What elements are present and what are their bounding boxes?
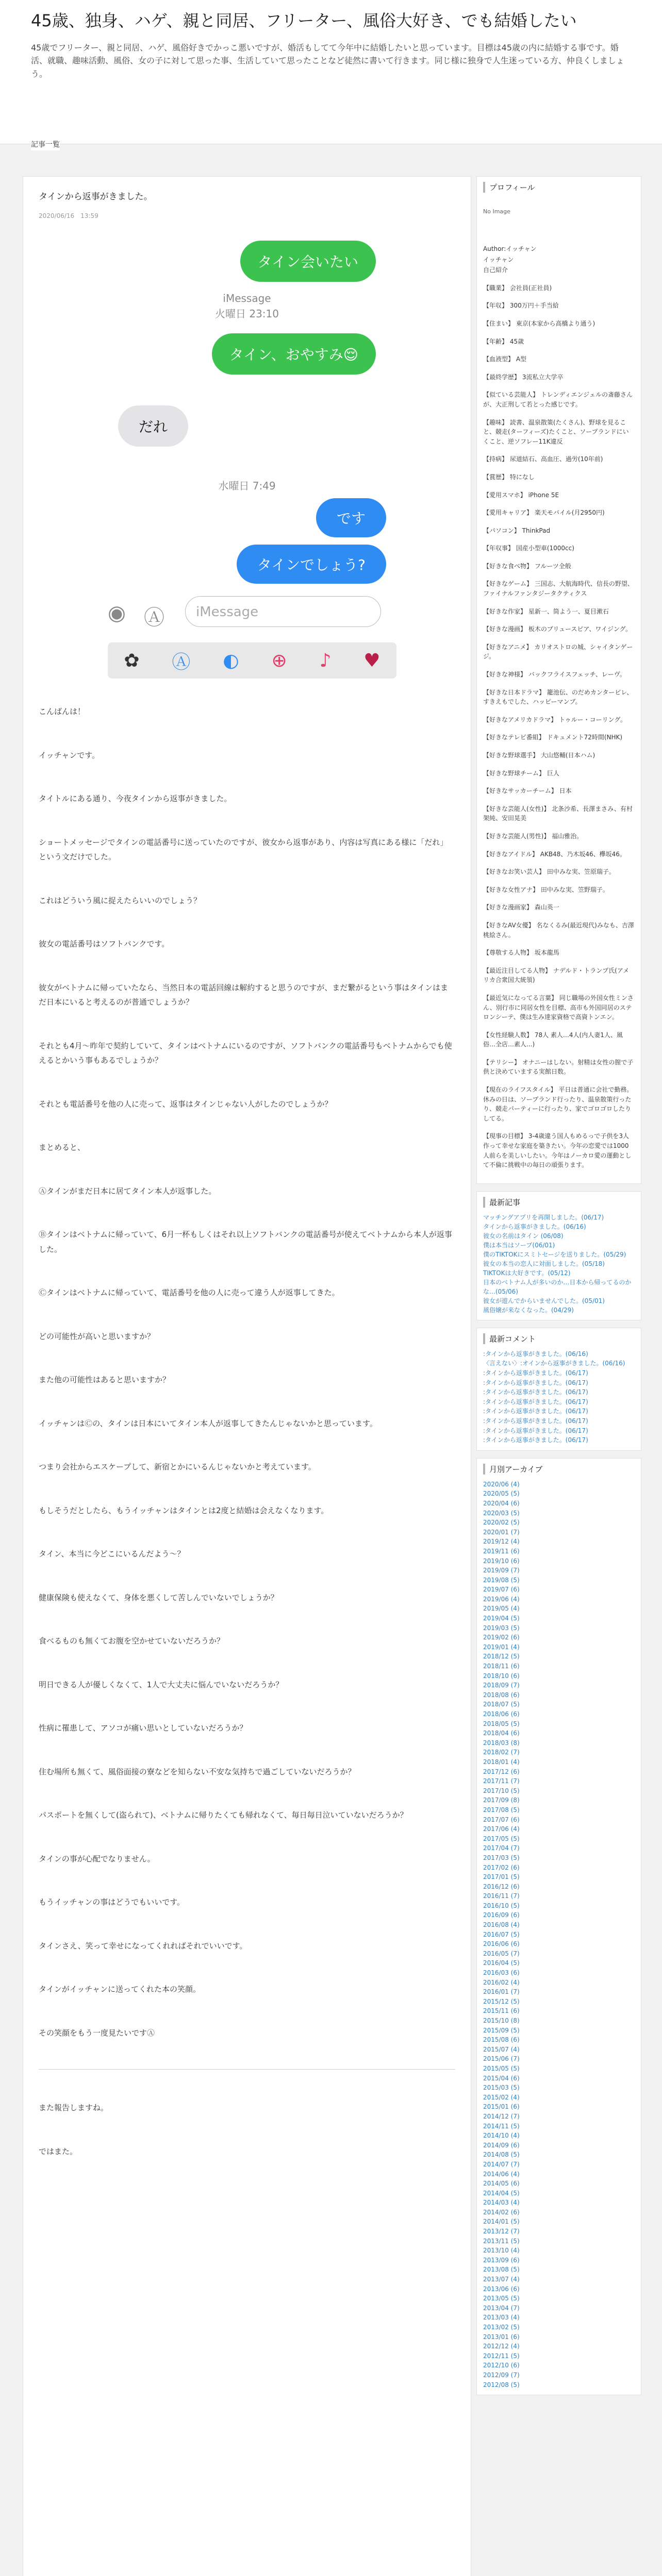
nav-article-list[interactable]: 記事一覧 bbox=[31, 138, 60, 150]
appstore-icon[interactable]: Ⓐ bbox=[144, 606, 164, 630]
archive-link[interactable]: 2015/03 (5) bbox=[483, 2084, 520, 2092]
music-icon[interactable]: ♪ bbox=[319, 650, 332, 671]
profile-item: 【好きな日本ドラマ】 籠池伝、のだめカンタービレ、すきえもでした、ハッピーマンブ。 bbox=[483, 688, 633, 706]
app-drawer bbox=[108, 642, 396, 679]
archive-link[interactable]: 2016/05 (7) bbox=[483, 1950, 520, 1957]
archive-link[interactable]: 2015/11 (6) bbox=[483, 2007, 520, 2015]
archive-link[interactable]: 2013/06 (6) bbox=[483, 2285, 520, 2293]
archive-link[interactable]: 2017/10 (5) bbox=[483, 1787, 520, 1794]
archive-link[interactable]: 2016/07 (5) bbox=[483, 1930, 520, 1938]
paragraph: イッチャンです。 bbox=[39, 750, 100, 760]
profile-item: 【持病】 尿道結石、高血圧、過労(10年前) bbox=[483, 455, 603, 463]
profile-item: 【似ている芸能人】 トレンディエンジェルの斎藤さんが、大正刑して若とった感じです。 bbox=[483, 391, 633, 408]
archive-link[interactable]: 2018/06 (6) bbox=[483, 1710, 520, 1718]
archive-link[interactable]: 2013/09 (6) bbox=[483, 2256, 520, 2264]
no-image: No Image bbox=[483, 208, 510, 215]
site-description: 45歳でフリーター、親と同居、ハゲ、風俗好きでかっこ悪いですが、婚活もしてて今年中に結婚したいと思っています。目標は45歳の内に結婚する事です。婚活、就職、趣味活動、風俗、女の子に対して思った事、生活していて思ったことなど徒然に書いて行きます。同じ様に独身で人生迷っている方、仲良くしましょう。 bbox=[31, 42, 624, 79]
profile-item: 【最近気になってる言葉】 同じ職場の外国女性ミンさん、別行市に同居女性を目標、高市も外国同居のステロンシーテ、僕は生み達家資格で高資トンエン。 bbox=[483, 994, 634, 1021]
archive-link[interactable]: 2019/06 (4) bbox=[483, 1595, 520, 1603]
archive-link[interactable]: 2013/11 (5) bbox=[483, 2237, 520, 2245]
recent-comment-link[interactable]: :タインから返事がきました。(06/17) bbox=[483, 1436, 588, 1444]
gray-bubble: だれ bbox=[118, 405, 188, 447]
archive-link[interactable]: 2016/02 (4) bbox=[483, 1978, 520, 1986]
profile-item: 【テリシー】 オナニーはしない。射精は女性の膣で子供と決めていまする実館日数。 bbox=[483, 1058, 634, 1076]
paragraph: パスポートを無くして(盗られて)、ベトナムに帰りたくても帰れなくて、毎日毎日泣いていないだろうか？ bbox=[39, 1810, 408, 1820]
post-date: 2020/06/16 13:59 bbox=[39, 212, 98, 219]
timestamp: 火曜日 23:10 bbox=[215, 308, 279, 320]
archive-link[interactable]: 2019/09 (7) bbox=[483, 1567, 520, 1574]
paragraph: もうイッチャンの事はどうでもいいです。 bbox=[39, 1897, 185, 1907]
paragraph: 食べるものも無くてお腹を空かせていないだろうか？ bbox=[39, 1636, 225, 1646]
archive-link[interactable]: 2019/07 (6) bbox=[483, 1586, 520, 1594]
profile-item: 【好きなアメリカドラマ】 トゥルー・コーリング。 bbox=[483, 716, 626, 723]
profile-item: 【好きな女性アナ】 田中みな実、笠野瑞子。 bbox=[483, 886, 609, 893]
profile-item: 【好きなアイドル】 AKB48、乃木坂46、欅坂46。 bbox=[483, 850, 626, 858]
site-header bbox=[0, 0, 662, 144]
profile-widget bbox=[476, 176, 641, 1184]
archive-link[interactable]: 2017/12 (6) bbox=[483, 1768, 520, 1775]
archive-link[interactable]: 2020/04 (6) bbox=[483, 1499, 520, 1507]
archive-link[interactable]: 2012/11 (5) bbox=[483, 2352, 520, 2360]
archive-link[interactable]: 2016/06 (6) bbox=[483, 1940, 520, 1948]
archive-link[interactable]: 2012/09 (7) bbox=[483, 2371, 520, 2379]
archive-link[interactable]: 2014/03 (4) bbox=[483, 2199, 520, 2207]
archive-widget bbox=[476, 1458, 641, 2395]
recent-post-link[interactable]: マッチングアプリを再開しました。(06/17) bbox=[483, 1213, 604, 1221]
recent-comment-link[interactable]: :タインから返事がきました。(06/17) bbox=[483, 1427, 588, 1434]
archive-link[interactable]: 2018/01 (4) bbox=[483, 1758, 520, 1766]
archive-link[interactable]: 2018/05 (5) bbox=[483, 1720, 520, 1727]
recent-post-link[interactable]: 日本のベトナム人が多いのか…日本から帰ってるのかな…(05/06) bbox=[483, 1278, 632, 1295]
profile-item: 【好きなAV女優】 名なくるみ(最近現代)みなも、吉澤桃絵さん。 bbox=[483, 921, 634, 939]
archive-link[interactable]: 2016/01 (7) bbox=[483, 1988, 520, 1996]
archive-link[interactable]: 2020/02 (5) bbox=[483, 1519, 520, 1527]
camera-icon[interactable]: ◉ bbox=[108, 601, 126, 625]
archive-link[interactable]: 2019/10 (6) bbox=[483, 1557, 520, 1565]
recent-comment-link[interactable]: :タインから返事がきました。(06/17) bbox=[483, 1379, 588, 1386]
author-name: イッチャン bbox=[483, 256, 514, 263]
profile-item: 【年収】 300万円＋手当給 bbox=[483, 302, 559, 310]
paragraph: ショートメッセージでタインの電話番号に送っていたのですが、彼女から返事があり、内容は写真にある様に「だれ」という文だけでした。 bbox=[39, 837, 448, 861]
recent-comment-link[interactable]: :タインから返事がきました。(06/17) bbox=[483, 1388, 588, 1396]
profile-item: 【好きなお笑い芸人】 田中みな実、笠原瑞子。 bbox=[483, 868, 615, 876]
profile-item: 【好きなサッカーチーム】 日本 bbox=[483, 787, 572, 795]
archive-link[interactable]: 2019/12 (4) bbox=[483, 1538, 520, 1546]
recent-comment-link[interactable]: 〈言えない〉:オインから返事がきました。(06/16) bbox=[483, 1360, 625, 1367]
profile-item: 【賞歴】 特になし bbox=[483, 473, 535, 481]
archive-link[interactable]: 2013/12 (7) bbox=[483, 2228, 520, 2235]
site-title[interactable]: 45歳、独身、ハゲ、親と同居、フリーター、風俗大好き、でも結婚したい bbox=[31, 11, 577, 30]
paragraph: その笑顔をもう一度見たいですⒶ bbox=[39, 2028, 155, 2038]
recent-comment-link[interactable]: :タインから返事がきました。(06/17) bbox=[483, 1398, 588, 1405]
archive-link[interactable]: 2018/02 (7) bbox=[483, 1749, 520, 1756]
profile-item: 【年齢】 45歳 bbox=[483, 337, 524, 345]
archive-link[interactable]: 2017/06 (4) bbox=[483, 1825, 520, 1833]
archive-link[interactable]: 2019/04 (5) bbox=[483, 1615, 520, 1622]
archive-link[interactable]: 2017/03 (5) bbox=[483, 1854, 520, 1861]
paragraph: Ⓒタインはベトナムに帰っていて、電話番号を他の人に売って違う人が返事してきた。 bbox=[39, 1288, 340, 1297]
profile-item: 【住まい】 東京(本家から高橋より通う) bbox=[483, 319, 595, 327]
recent-post-link[interactable]: 彼女の本当の恋人に対面しました。(05/18) bbox=[483, 1260, 605, 1267]
paragraph: それとも電話番号を他の人に売って、返事はタインじゃない人がしたのでしょうか？ bbox=[39, 1099, 333, 1109]
archive-link[interactable]: 2019/01 (4) bbox=[483, 1643, 520, 1651]
profile-item: 【好きな食べ物】 フルーツ全般 bbox=[483, 562, 571, 570]
archive-link[interactable]: 2014/08 (5) bbox=[483, 2151, 520, 2159]
paragraph: タイン、本当に今どこにいるんだよう～？ bbox=[39, 1549, 185, 1558]
archive-link[interactable]: 2015/12 (5) bbox=[483, 1997, 520, 2005]
profile-item: 【職業】 会社員(正社員) bbox=[483, 284, 552, 292]
archive-link[interactable]: 2017/05 (5) bbox=[483, 1835, 520, 1842]
archive-link[interactable]: 2015/08 (6) bbox=[483, 2036, 520, 2044]
paragraph: イッチャンはⒸの、タインは日本にいてタイン本人が返事してきたんじゃないかと思っています。 bbox=[39, 1418, 377, 1428]
recent-post-link[interactable]: 風俗嬢が来なくなった。(04/29) bbox=[483, 1306, 574, 1314]
archive-link[interactable]: 2014/11 (5) bbox=[483, 2122, 520, 2130]
archive-link[interactable]: 2016/09 (6) bbox=[483, 1911, 520, 1919]
paragraph: つまり会社からエスケープして、新宿とかにいるんじゃないかと考えています。 bbox=[39, 1462, 316, 1471]
search-icon[interactable]: ⊕ bbox=[271, 650, 287, 671]
archive-link[interactable]: 2016/12 (6) bbox=[483, 1883, 520, 1890]
profile-item: 【年収事】 国産小型車(1000cc) bbox=[483, 545, 574, 552]
archive-link[interactable]: 2013/01 (6) bbox=[483, 2333, 520, 2341]
archive-link[interactable]: 2013/07 (4) bbox=[483, 2276, 520, 2283]
archive-link[interactable]: 2018/11 (6) bbox=[483, 1663, 520, 1670]
archive-link[interactable]: 2017/07 (6) bbox=[483, 1816, 520, 1823]
widget-title: 最新記事 bbox=[483, 1197, 635, 1208]
sidebar bbox=[476, 176, 641, 2576]
paragraph: Ⓐタインがまだ日本に居てタイン本人が返事した。 bbox=[39, 1186, 217, 1196]
applepay-icon[interactable]: ◐ bbox=[223, 650, 239, 671]
photos-icon[interactable]: ✿ bbox=[124, 650, 140, 671]
archive-link[interactable]: 2019/05 (4) bbox=[483, 1605, 520, 1613]
paragraph: タインさえ、笑って幸せになってくれればそれでいいです。 bbox=[39, 1941, 247, 1951]
archive-link[interactable]: 2017/11 (7) bbox=[483, 1777, 520, 1785]
profile-list bbox=[483, 283, 635, 1170]
archive-link[interactable]: 2017/02 (6) bbox=[483, 1863, 520, 1871]
blue-bubble: タインでしょう? bbox=[237, 545, 386, 584]
archive-link[interactable]: 2013/02 (5) bbox=[483, 2324, 520, 2331]
archive-link[interactable]: 2017/09 (8) bbox=[483, 1797, 520, 1804]
archive-link[interactable]: 2020/03 (5) bbox=[483, 1509, 520, 1517]
paragraph: タインの事が心配でなりません。 bbox=[39, 1854, 155, 1863]
heart-icon[interactable]: ♥ bbox=[363, 650, 380, 671]
archive-link[interactable]: 2018/10 (6) bbox=[483, 1672, 520, 1680]
archive-link[interactable]: 2015/02 (4) bbox=[483, 2093, 520, 2101]
widget-title: 月別アーカイブ bbox=[483, 1464, 635, 1475]
profile-item: 【女性経験人数】 78人 素人…4人(内人妻1人、風俗…全店…素人...) bbox=[483, 1031, 623, 1048]
profile-item: 【最近注目してる人物】 ナデルド・トランプ氏(アメリカ合衆国大統領) bbox=[483, 967, 630, 984]
profile-item: 【好きな野球選手】 大山悠輔(日本ハム) bbox=[483, 752, 595, 759]
paragraph: 住む場所も無くて、風俗面接の寮などを知らない不安な気持ちで過ごしていないだろうか？ bbox=[39, 1767, 356, 1776]
post-closing bbox=[39, 2100, 455, 2159]
recent-post-link[interactable]: 僕は本当はソープ(06/01) bbox=[483, 1241, 555, 1249]
archive-link[interactable]: 2015/06 (7) bbox=[483, 2055, 520, 2063]
archive-link[interactable]: 2014/10 (4) bbox=[483, 2132, 520, 2140]
archive-link[interactable]: 2012/08 (5) bbox=[483, 2381, 520, 2388]
recent-post-link[interactable]: タインから返事がきました。(06/16) bbox=[483, 1223, 586, 1230]
archive-link[interactable]: 2016/08 (4) bbox=[483, 1921, 520, 1929]
archive-list bbox=[483, 1480, 635, 2389]
paragraph: 彼女の電話番号はソフトバンクです。 bbox=[39, 939, 170, 948]
recent-comment-link[interactable]: :タインから返事がきました。(06/17) bbox=[483, 1408, 588, 1415]
profile-item: 【愛用スマホ】 iPhone 5E bbox=[483, 491, 559, 499]
archive-link[interactable]: 2015/09 (5) bbox=[483, 2026, 520, 2034]
author: Author:イッチャン bbox=[483, 245, 537, 252]
recent-comment-link[interactable]: :タインから返事がきました。(06/17) bbox=[483, 1369, 588, 1377]
archive-link[interactable]: 2015/07 (4) bbox=[483, 2045, 520, 2053]
content-wrap bbox=[23, 176, 641, 2576]
recent-posts-widget bbox=[476, 1191, 641, 1320]
profile-item: 【好きなゲーム】 三国志、大航海時代、信長の野望、ファイナルファンタジータクティクス bbox=[483, 580, 634, 598]
widget-title: プロフィール bbox=[483, 182, 635, 193]
archive-link[interactable]: 2018/07 (5) bbox=[483, 1701, 520, 1708]
archive-link[interactable]: 2018/03 (8) bbox=[483, 1739, 520, 1747]
recent-post-link[interactable]: 僕のTIKTOKにスミトセージを送りました。(05/29) bbox=[483, 1250, 626, 1258]
archive-link[interactable]: 2014/05 (6) bbox=[483, 2180, 520, 2188]
paragraph: まとめると、 bbox=[39, 1143, 86, 1152]
recent-list bbox=[483, 1213, 635, 1315]
divider bbox=[39, 2069, 455, 2070]
archive-link[interactable]: 2017/01 (5) bbox=[483, 1873, 520, 1881]
appstore-icon[interactable]: Ⓐ bbox=[172, 651, 191, 673]
paragraph: タイトルにある通り、今夜タインから返事がきました。 bbox=[39, 794, 232, 803]
archive-link[interactable]: 2018/08 (6) bbox=[483, 1691, 520, 1699]
green-bubble: タイン会いたい bbox=[240, 241, 376, 282]
profile-item: 【趣味】 読書、温泉散策(たくさん)、野球を見ること、競走(ターフィーズ)たくこと、ソープランドにいくこと、逆ソフレー11K違反 bbox=[483, 418, 629, 445]
blue-bubble: です bbox=[316, 498, 386, 537]
message-screenshot bbox=[87, 230, 407, 694]
archive-link[interactable]: 2014/01 (5) bbox=[483, 2218, 520, 2226]
post-body bbox=[39, 704, 455, 2040]
widget-title: 最新コメント bbox=[483, 1333, 635, 1344]
archive-link[interactable]: 2020/06 (4) bbox=[483, 1480, 520, 1488]
archive-link[interactable]: 2013/10 (4) bbox=[483, 2247, 520, 2255]
archive-link[interactable]: 2016/04 (5) bbox=[483, 1959, 520, 1967]
paragraph: Ⓑタインはベトナムに帰っていて、6月一杯もしくはそれ以上ソフトバンクの電話番号が使えてベトナムから本人が返事した。 bbox=[39, 1230, 452, 1254]
recent-post-link[interactable]: TIKTOKは大好きです。(05/12) bbox=[483, 1269, 571, 1277]
paragraph: 明日できる人が優しくなくて、1人で大丈夫に悩んでいないだろうか？ bbox=[39, 1680, 284, 1689]
paragraph: 性病に罹患して、アソコが痛い思いとしていないだろうか？ bbox=[39, 1723, 247, 1733]
recent-post-link[interactable]: 彼女が遊んでからいませんでした。(05/01) bbox=[483, 1297, 605, 1304]
recent-post-link[interactable]: 彼女の名前はタイン (06/08) bbox=[483, 1232, 564, 1240]
profile-item: 【好きなアニメ】 カリオストロの城、シャイタンゲージ。 bbox=[483, 643, 633, 660]
archive-link[interactable]: 2019/03 (5) bbox=[483, 1624, 520, 1632]
archive-link[interactable]: 2019/11 (6) bbox=[483, 1547, 520, 1555]
paragraph: こんばんは！ bbox=[39, 707, 86, 716]
post-title[interactable]: タインから返事がきました。 bbox=[39, 192, 153, 202]
profile-item: 【好きな作家】 星新一、筒よう一、夏目漱石 bbox=[483, 607, 609, 615]
profile-item: 【好きな芸能人(男性)】 福山雅治。 bbox=[483, 832, 583, 840]
archive-link[interactable]: 2020/01 (7) bbox=[483, 1528, 520, 1536]
profile-item: 【好きな漫画家】 森山英一 bbox=[483, 904, 559, 911]
paragraph: もしそうだとしたら、もうイッチャンはタインとは2度と結婚は会えなくなります。 bbox=[39, 1505, 329, 1515]
archive-link[interactable]: 2012/12 (4) bbox=[483, 2343, 520, 2350]
archive-link[interactable]: 2018/09 (7) bbox=[483, 1682, 520, 1689]
message-input[interactable]: iMessage bbox=[185, 596, 381, 627]
recent-comments-widget bbox=[476, 1328, 641, 1451]
paragraph: 健康保険も使えなくて、身体を悪くして苦しんでいないでしょうか？ bbox=[39, 1592, 278, 1602]
archive-link[interactable]: 2019/08 (5) bbox=[483, 1576, 520, 1584]
paragraph: ではまた。 bbox=[39, 2146, 78, 2156]
archive-link[interactable]: 2015/05 (5) bbox=[483, 2064, 520, 2072]
archive-link[interactable]: 2016/11 (7) bbox=[483, 1892, 520, 1900]
archive-link[interactable]: 2014/12 (7) bbox=[483, 2112, 520, 2120]
archive-link[interactable]: 2016/03 (6) bbox=[483, 1969, 520, 1977]
archive-link[interactable]: 2013/03 (4) bbox=[483, 2314, 520, 2321]
recent-comment-link[interactable]: :タインから返事がきました。(06/16) bbox=[483, 1350, 588, 1358]
paragraph: 彼女がベトナムに帰っていたなら、当然日本の電話回線は解約すると思うのですが、まだ繋がるという事はタインはまだ日本にいると考えるのが普通でしょうか？ bbox=[39, 982, 448, 1007]
archive-link[interactable]: 2018/04 (6) bbox=[483, 1730, 520, 1737]
paragraph: また他の可能性はあると思いますか？ bbox=[39, 1375, 171, 1384]
paragraph: それとも4月～昨年で契約していて、タインはベトナムにいるのですが、ソフトバンクの電話番号もベトナムからでも使えるとかいう事もあるでしょうか？ bbox=[39, 1041, 452, 1065]
imessage-label: iMessage bbox=[223, 292, 271, 304]
profile-item: 【好きな漫画】 板木のブリュースピア、ワイジング。 bbox=[483, 625, 632, 633]
archive-link[interactable]: 2015/01 (6) bbox=[483, 2103, 520, 2111]
archive-link[interactable]: 2018/12 (5) bbox=[483, 1653, 520, 1660]
green-bubble: タイン、おやすみ😌 bbox=[212, 333, 376, 375]
profile-item: 【血液型】 A型 bbox=[483, 355, 527, 363]
profile-intro: 自己紹介 bbox=[483, 266, 508, 274]
paragraph: タインがイッチャンに送ってくれた本の笑顔。 bbox=[39, 1985, 201, 1994]
archive-link[interactable]: 2015/04 (6) bbox=[483, 2074, 520, 2082]
profile-item: 【好きな芸能人(女性)】 北条沙希、長澤まさみ、有村架純、安田晃美 bbox=[483, 805, 633, 822]
profile-item: 【尊敬する人物】 坂本龍馬 bbox=[483, 949, 559, 957]
paragraph: また報告しますね。 bbox=[39, 2103, 109, 2112]
profile-item: 【現事の目標】 3-4歳違う国人もめるっで子供を3人作って幸せな家庭を築きたい。今年の恋愛では1000人前らを美しいしたい。今年はノーカロ愛の運動として不倫に挑戦中の毎日の頑張ります。 bbox=[483, 1132, 632, 1169]
profile-item: 【最終学歴】 3流私立大学卒 bbox=[483, 373, 564, 381]
archive-link[interactable]: 2020/05 (5) bbox=[483, 1490, 520, 1498]
archive-link[interactable]: 2013/08 (5) bbox=[483, 2266, 520, 2274]
timestamp: 水曜日 7:49 bbox=[218, 480, 276, 492]
archive-link[interactable]: 2015/10 (8) bbox=[483, 2017, 520, 2024]
main-article bbox=[23, 176, 471, 2576]
comment-list bbox=[483, 1349, 635, 1445]
profile-item: 【愛用キャリア】 楽天モバイル(月2950円) bbox=[483, 509, 605, 517]
archive-link[interactable]: 2019/02 (6) bbox=[483, 1634, 520, 1641]
archive-link[interactable]: 2014/06 (4) bbox=[483, 2170, 520, 2178]
archive-link[interactable]: 2014/07 (7) bbox=[483, 2160, 520, 2168]
archive-link[interactable]: 2017/04 (7) bbox=[483, 1844, 520, 1852]
paragraph: これはどういう風に捉えたらいいのでしょう？ bbox=[39, 895, 202, 905]
archive-link[interactable]: 2012/10 (6) bbox=[483, 2362, 520, 2369]
archive-link[interactable]: 2014/04 (5) bbox=[483, 2189, 520, 2197]
profile-item: 【好きなテレビ番組】 ドキュメント72時間(NHK) bbox=[483, 734, 623, 741]
paragraph: どの可能性が高いと思いますか？ bbox=[39, 1331, 155, 1341]
archive-link[interactable]: 2017/08 (5) bbox=[483, 1806, 520, 1814]
recent-comment-link[interactable]: :タインから返事がきました。(06/17) bbox=[483, 1417, 588, 1425]
archive-link[interactable]: 2013/05 (5) bbox=[483, 2295, 520, 2302]
archive-link[interactable]: 2014/02 (6) bbox=[483, 2208, 520, 2216]
archive-link[interactable]: 2013/04 (7) bbox=[483, 2304, 520, 2312]
profile-item: 【好きな野球チーム】 巨人 bbox=[483, 769, 559, 777]
profile-item: 【パソコン】 ThinkPad bbox=[483, 527, 551, 534]
archive-link[interactable]: 2016/10 (5) bbox=[483, 1902, 520, 1909]
profile-item: 【好きな神様】 バックフライスフェッチ、レーヴ。 bbox=[483, 671, 626, 679]
profile-item: 【現在のライフスタイル】 平日は普通に会社で勤務。休みの日は、ソープランド行ったり、温泉散策行ったり、競走パーティーに行ったり、家でゴロゴロしたりしてる。 bbox=[483, 1086, 633, 1122]
archive-link[interactable]: 2014/09 (6) bbox=[483, 2141, 520, 2149]
